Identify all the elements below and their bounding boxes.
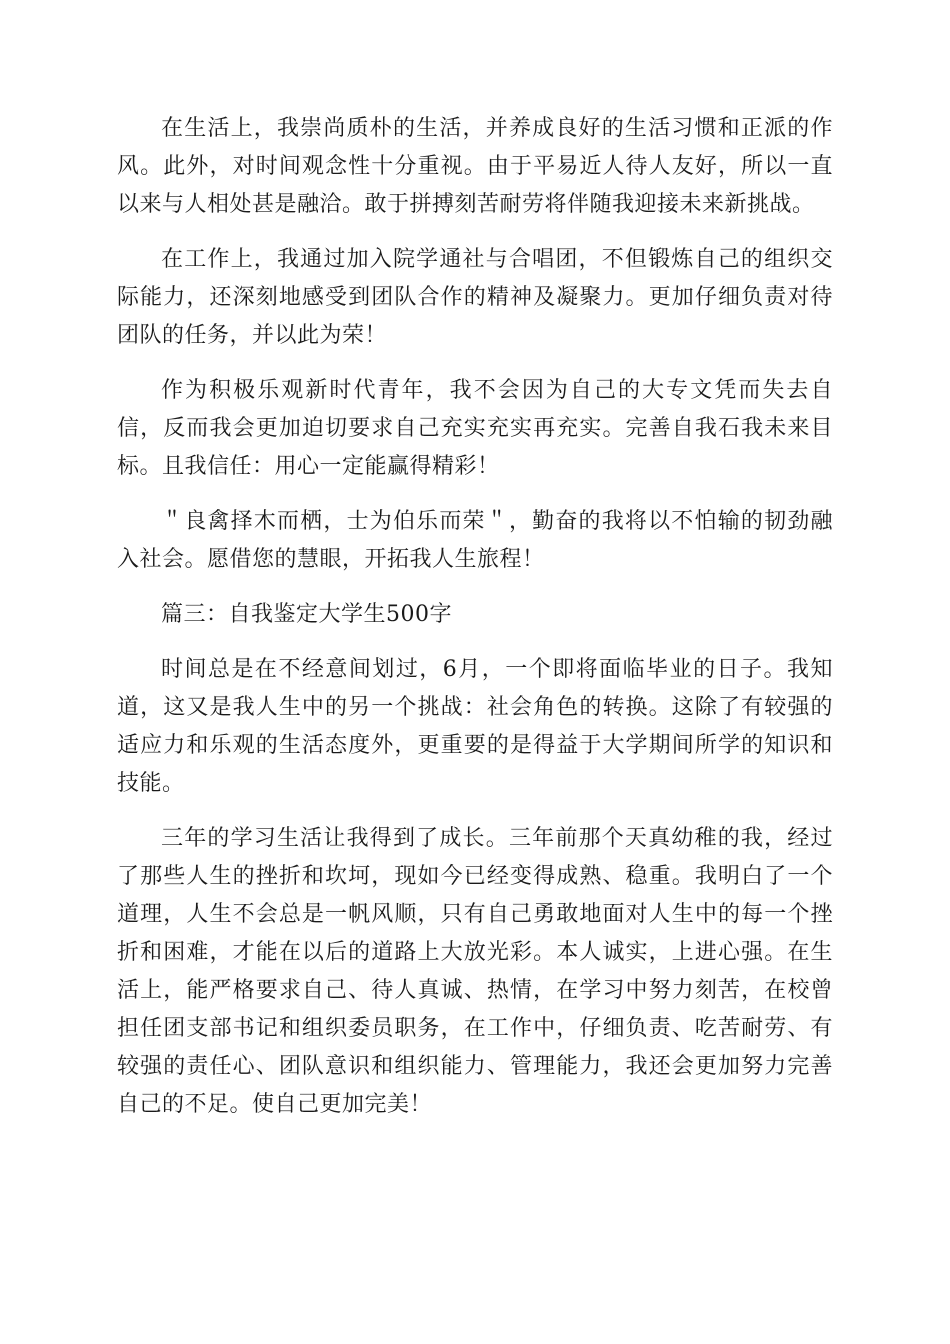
paragraph-growth: 三年的学习生活让我得到了成长。三年前那个天真幼稚的我，经过了那些人生的挫折和坎坷，现如今已经变得成熟、稳重。我明白了一个道理，人生不会总是一帆风顺，只有自己勇敢地面对人生中的每一个挫折和困难，才能在以后的道路上大放光彩。本人诚实，上进心强。在生活上，能严格要求自己、待人真诚、热情，在学习中努力刻苦，在校曾担任团支部书记和组织委员职务，在工作中，仔细负责、吃苦耐劳、有较强的责任心、团队意识和组织能力、管理能力，我还会更加努力完善自己的不足。使自己更加完美！ — [117, 826, 833, 1117]
paragraph-work: 在工作上，我通过加入院学通社与合唱团，不但锻炼自己的组织交际能力，还深刻地感受到团队合作的精神及凝聚力。更加仔细负责对待团队的任务，并以此为荣！ — [117, 247, 833, 348]
paragraph-life: 在生活上，我崇尚质朴的生活，并养成良好的生活习惯和正派的作风。此外，对时间观念性十分重视。由于平易近人待人友好，所以一直以来与人相处甚是融洽。敢于拼搏刻苦耐劳将伴随我迎接未来新挑战。 — [117, 116, 833, 217]
document-body — [117, 110, 833, 1141]
section-heading: 篇三：自我鉴定大学生500字 — [161, 602, 452, 627]
paragraph-youth: 作为积极乐观新时代青年，我不会因为自己的大专文凭而失去自信，反而我会更加迫切要求自己充实充实再充实。完善自我石我未来目标。且我信任：用心一定能赢得精彩！ — [117, 378, 833, 479]
paragraph-quote: ＂良禽择木而栖，士为伯乐而荣＂，勤奋的我将以不怕输的韧劲融入社会。愿借您的慧眼，开拓我人生旅程！ — [117, 509, 833, 572]
paragraph-graduation: 时间总是在不经意间划过，6月，一个即将面临毕业的日子。我知道，这又是我人生中的另一个挑战：社会角色的转换。这除了有较强的适应力和乐观的生活态度外，更重要的是得益于大学期间所学的知识和技能。 — [117, 657, 833, 796]
